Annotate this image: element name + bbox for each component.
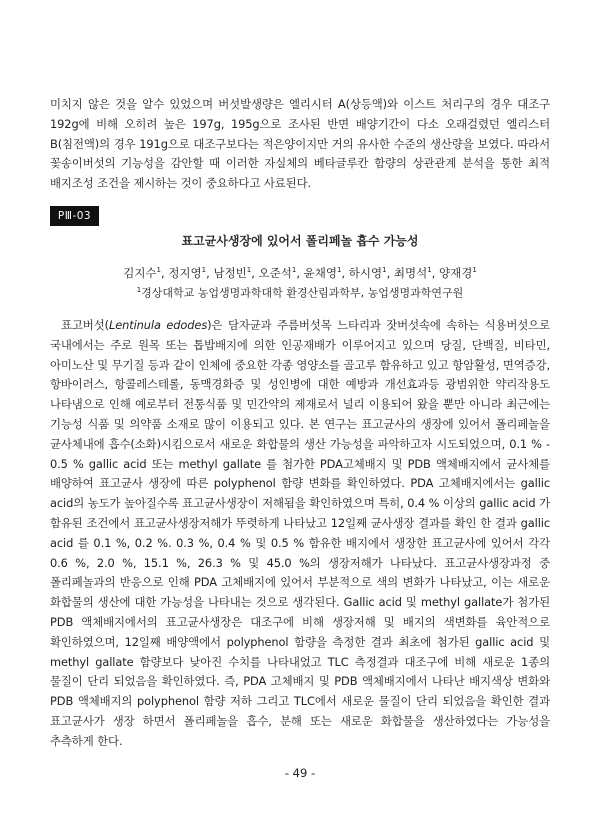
author-list: 김지수$^1$, 정지영$^1$, 남정빈$^1$, 오준석$^1$, 윤채영$^1$, 하시영$^1$, 최명석$^1$, 양재경$^1$ bbox=[123, 265, 477, 280]
author: 오준석$^1$ bbox=[258, 265, 297, 280]
intro-text: 미치지 않은 것을 알수 있었으며 버섯발생량은 엘리시터 A(상등액)와 이스트 처리구의 경우 대조구 192g에 비해 오히려 높은 197g, 195g으로 조사된 반면 배양기간이 다소 오래걸렸던 엘리스터 B(침전액)의 경우 191g으로 대조구보다는 적은양이지만 거의 유사한 수준의 생산량을 보였다. 따라서 꽃송이버섯의 기능성을 감안할 때 이러한 자실체의 베타글루칸 함량의 상관관계 분석을 통한 최적 배지조성 조건을 제시하는 것이 중요하다고 사료된다. bbox=[50, 97, 550, 191]
author: 정지영$^1$ bbox=[168, 265, 207, 280]
abstract-tag: PⅢ-03 bbox=[50, 206, 99, 226]
abstract-body-text: 표고버섯(Lentinula edodes)은 담자균과 주름버섯목 느타리과 잣버섯속에 속하는 식용버섯으로 국내에서는 주로 원목 또는 톱밥배지에 의한 인공재배가 이루어지고 있으며 당질, 단백질, 비타민, 아미노산 및 무기질 등과 같이 인체에 중요한 각종 영양소를 골고루 함유하고 있고 항암활성, 면역증강, 항바이러스, 항콜레스테롤, 동맥경화증 및 성인병에 대한 예방과 개선효과등 광범위한 약리작용도 나타냄으로 인해 예로부터 전통식품 및 민간약의 제재로서 널리 이용되어 왔을 뿐만 아니라 최근에는 기능성 식품 및 의약품 소재로 많이 이용되고 있다. 본 연구는 표고균사의 생장에 있어서 폴리페놀을 균사체내에 흡수(소화)시킴으로서 새로운 화합물의 생산 가능성을 파악하고자 시도되었으며, 0.1 % - 0.5 % gallic acid 또는 methyl gallate 를 첨가한 PDA고체배지 및 PDB 액체배지에서 균사체를 배양하여 표고균사 생장에 따른 polyphenol 함량 변화를 확인하였다. PDA 고체배지에서는 gallic acid의 농도가 높아질수록 표고균사생장이 저해됨을 확인하였으며 특히, 0.4 % 이상의 gallic acid 가 함유된 조건에서 표고균사생장저해가 뚜렷하게 나타났고 12일째 균사생장 결과를 확인 한 결과 gallic acid 를 0.1 %, 0.2 %. 0.3 %, 0.4 % 및 0.5 % 함유한 배지에서 생장한 표고균사에 있어서 각각 0.6 %, 2.0 %, 15.1 %, 26.3 % 및 45.0 %의 생장저해가 나타났다. 표고균사생장과정 중 폴리페놀과의 반응으로 인해 PDA 고체배지에 있어서 부분적으로 색의 변화가 나타났고, 이는 새로운 화합물의 생산에 대한 가능성을 나타내는 것으로 생각된다. Gallic acid 및 methyl gallate가 첨가된 PDB 액체배지에서의 표고균사생장은 대조구에 비해 생장저해 및 배지의 색변화를 육안적으로 확인하였으며, 12일째 배양액에서 polyphenol 함량을 측정한 결과 최초에 첨가된 gallic acid 및 methyl gallate 함량보다 낮아진 수치를 나타내었고 TLC 측정결과 대조구에 비해 새로운 1종의 물질이 단리 되었음을 확인하였다. 즉, PDA 고체배지 및 PDB 액체배지에서 나타난 배지색상 변화와 PDB 액체배지의 polyphenol 함량 저하 그리고 TLC에서 새로운 물질이 단리 되었음을 확인한 결과 표고균사가 생장 하면서 폴리페놀을 흡수, 분해 또는 새로운 화합물을 생산하였다는 가능성을 추측하게 한다. bbox=[50, 318, 550, 748]
author: 윤채영$^1$ bbox=[303, 265, 342, 280]
affiliation-mark: 1 bbox=[136, 286, 142, 294]
abstract-body bbox=[50, 316, 550, 752]
author: 하시영$^1$ bbox=[348, 265, 387, 280]
author: 김지수$^1$ bbox=[123, 265, 162, 280]
affiliation-text: 경상대학교 농업생명과학대학 환경산림과학부, 농업생명과학연구원 bbox=[141, 286, 464, 300]
author: 양재경$^1$ bbox=[438, 265, 477, 280]
author: 남정빈$^1$ bbox=[213, 265, 252, 280]
intro-paragraph bbox=[50, 95, 550, 194]
author: 최명석$^1$ bbox=[393, 265, 432, 280]
abstract-title: 표고균사생장에 있어서 폴리페놀 흡수 가능성 bbox=[181, 234, 419, 248]
page-number: - 49 - bbox=[284, 766, 316, 780]
species-name: Lentinula edodes bbox=[108, 318, 208, 332]
affiliation bbox=[0, 281, 600, 303]
